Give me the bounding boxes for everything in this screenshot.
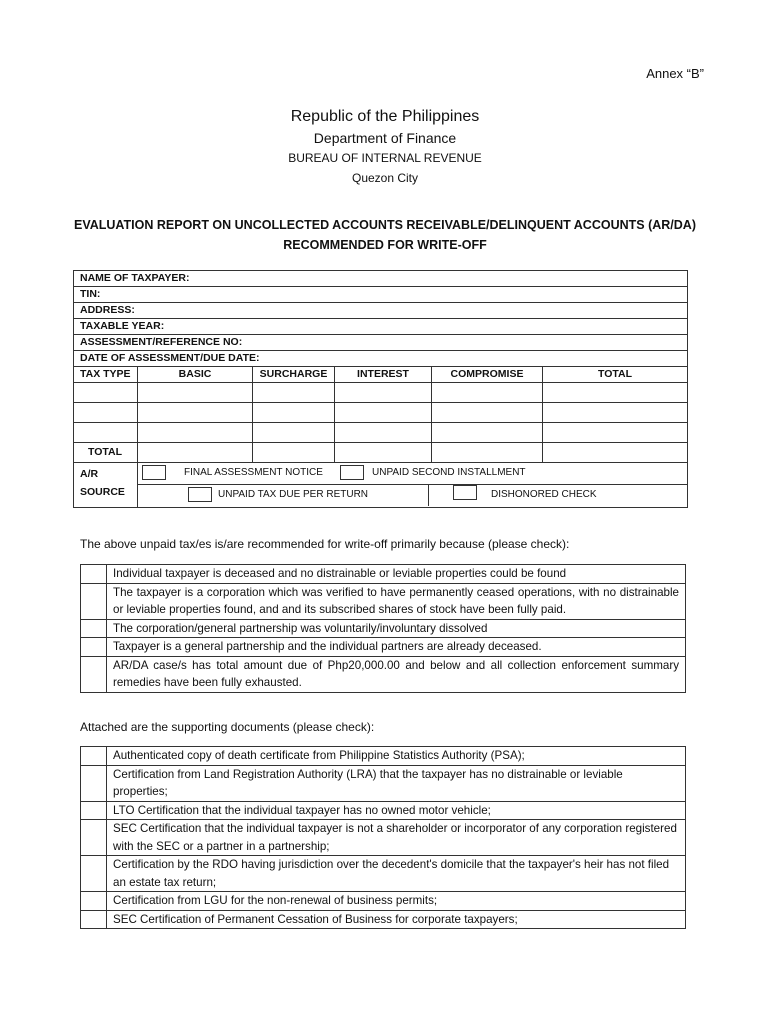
basic-cell[interactable] — [138, 403, 253, 423]
document-text: SEC Certification of Permanent Cessation of Business for corporate taxpayers; — [107, 910, 686, 929]
ar-source-label-line2: SOURCE — [80, 486, 125, 498]
compromise-total-cell[interactable] — [432, 443, 543, 463]
reason-text: Taxpayer is a general partnership and the individual partners are already deceased. — [107, 638, 686, 657]
interest-cell[interactable] — [335, 423, 432, 443]
list-item — [81, 619, 686, 638]
surcharge-cell[interactable] — [253, 383, 335, 403]
surcharge-total-cell[interactable] — [253, 443, 335, 463]
column-header-interest: INTEREST — [335, 367, 432, 383]
list-item — [81, 565, 686, 584]
interest-cell[interactable] — [335, 403, 432, 423]
name-of-taxpayer-field[interactable]: NAME OF TAXPAYER: — [74, 271, 688, 287]
document-checkbox[interactable] — [81, 856, 107, 892]
unpaid-tax-due-label: UNPAID TAX DUE PER RETURN — [218, 489, 369, 500]
final-assessment-label: FINAL ASSESSMENT NOTICE — [184, 467, 323, 478]
total-label: TOTAL — [74, 443, 138, 463]
tin-field[interactable]: TIN: — [74, 287, 688, 303]
compromise-cell[interactable] — [432, 423, 543, 443]
taxpayer-form — [73, 270, 688, 508]
unpaid-second-installment-label: UNPAID SECOND INSTALLMENT — [372, 467, 526, 478]
interest-cell[interactable] — [335, 383, 432, 403]
reason-checkbox[interactable] — [81, 638, 107, 657]
report-title-line1: EVALUATION REPORT ON UNCOLLECTED ACCOUNTS RECEIVABLE/DELINQUENT ACCOUNTS (AR/DA) — [74, 218, 696, 232]
reason-text: The taxpayer is a corporation which was verified to have permanently ceased operations, with no distrainable or leviable properties found, and and its subscribed shares of stock have been fully paid. — [107, 583, 686, 619]
list-item — [81, 801, 686, 820]
document-checkbox[interactable] — [81, 892, 107, 911]
ar-source-options — [138, 463, 688, 508]
table-row — [74, 403, 688, 423]
basic-total-cell[interactable] — [138, 443, 253, 463]
annex-label: Annex “B” — [646, 66, 704, 81]
document-checkbox[interactable] — [81, 747, 107, 766]
reasons-checklist — [80, 564, 686, 693]
taxable-year-field[interactable]: TAXABLE YEAR: — [74, 319, 688, 335]
documents-intro: Attached are the supporting documents (please check): — [80, 720, 375, 734]
list-item — [81, 892, 686, 911]
tax-type-cell[interactable] — [74, 423, 138, 443]
department-heading: Department of Finance — [313, 130, 457, 146]
assessment-reference-field[interactable]: ASSESSMENT/REFERENCE NO: — [74, 335, 688, 351]
table-row — [74, 383, 688, 403]
document-checkbox[interactable] — [81, 820, 107, 856]
bureau-heading: BUREAU OF INTERNAL REVENUE — [288, 151, 482, 165]
reason-checkbox[interactable] — [81, 565, 107, 584]
ar-source-row-1 — [138, 463, 687, 485]
list-item — [81, 765, 686, 801]
column-header-total: TOTAL — [543, 367, 688, 383]
city-heading: Quezon City — [351, 171, 419, 185]
ar-source-label-line1: A/R — [80, 468, 99, 480]
column-header-compromise: COMPROMISE — [432, 367, 543, 383]
total-cell[interactable] — [543, 423, 688, 443]
report-title — [0, 215, 770, 255]
column-header-surcharge: SURCHARGE — [253, 367, 335, 383]
list-item — [81, 856, 686, 892]
table-row — [74, 423, 688, 443]
ar-source-row-2 — [138, 485, 687, 506]
date-of-assessment-field[interactable]: DATE OF ASSESSMENT/DUE DATE: — [74, 351, 688, 367]
interest-total-cell[interactable] — [335, 443, 432, 463]
reason-text: Individual taxpayer is deceased and no distrainable or leviable properties could be found — [107, 565, 686, 584]
grand-total-cell[interactable] — [543, 443, 688, 463]
basic-cell[interactable] — [138, 423, 253, 443]
document-checkbox[interactable] — [81, 910, 107, 929]
list-item — [81, 638, 686, 657]
total-cell[interactable] — [543, 383, 688, 403]
dishonored-check-checkbox[interactable] — [453, 485, 477, 500]
ar-source-divider — [428, 484, 429, 506]
compromise-cell[interactable] — [432, 383, 543, 403]
reason-checkbox[interactable] — [81, 619, 107, 638]
compromise-cell[interactable] — [432, 403, 543, 423]
reason-text: AR/DA case/s has total amount due of Php20,000.00 and below and all collection enforcement summary remedies have been fully exhausted. — [107, 656, 686, 692]
document-text: SEC Certification that the individual taxpayer is not a shareholder or incorporator of any corporation registered with the SEC or a partner in a partnership; — [107, 820, 686, 856]
unpaid-tax-due-checkbox[interactable] — [188, 487, 212, 502]
reasons-intro: The above unpaid tax/es is/are recommended for write-off primarily because (please check): — [80, 537, 570, 551]
address-field[interactable]: ADDRESS: — [74, 303, 688, 319]
list-item — [81, 747, 686, 766]
total-cell[interactable] — [543, 403, 688, 423]
document-text: LTO Certification that the individual taxpayer has no owned motor vehicle; — [107, 801, 686, 820]
list-item — [81, 583, 686, 619]
list-item — [81, 820, 686, 856]
column-header-tax-type: TAX TYPE — [74, 367, 138, 383]
republic-heading: Republic of the Philippines — [290, 108, 480, 125]
document-text: Certification by the RDO having jurisdiction over the decedent's domicile that the taxpayer's heir has not filed an estate tax return; — [107, 856, 686, 892]
document-text: Certification from LGU for the non-renewal of business permits; — [107, 892, 686, 911]
document-text: Certification from Land Registration Authority (LRA) that the taxpayer has no distrainable or leviable properties; — [107, 765, 686, 801]
document-text: Authenticated copy of death certificate from Philippine Statistics Authority (PSA); — [107, 747, 686, 766]
column-header-basic: BASIC — [138, 367, 253, 383]
ar-source-label — [74, 463, 138, 508]
reason-checkbox[interactable] — [81, 656, 107, 692]
surcharge-cell[interactable] — [253, 423, 335, 443]
final-assessment-checkbox[interactable] — [142, 465, 166, 480]
list-item — [81, 656, 686, 692]
reason-text: The corporation/general partnership was voluntarily/involuntary dissolved — [107, 619, 686, 638]
report-title-line2: RECOMMENDED FOR WRITE-OFF — [283, 238, 487, 252]
document-checkbox[interactable] — [81, 801, 107, 820]
total-row — [74, 443, 688, 463]
reason-checkbox[interactable] — [81, 583, 107, 619]
dishonored-check-label: DISHONORED CHECK — [491, 489, 597, 500]
surcharge-cell[interactable] — [253, 403, 335, 423]
tax-type-cell[interactable] — [74, 383, 138, 403]
unpaid-second-installment-checkbox[interactable] — [340, 465, 364, 480]
tax-type-cell[interactable] — [74, 403, 138, 423]
list-item — [81, 910, 686, 929]
documents-checklist — [80, 746, 686, 929]
basic-cell[interactable] — [138, 383, 253, 403]
document-checkbox[interactable] — [81, 765, 107, 801]
